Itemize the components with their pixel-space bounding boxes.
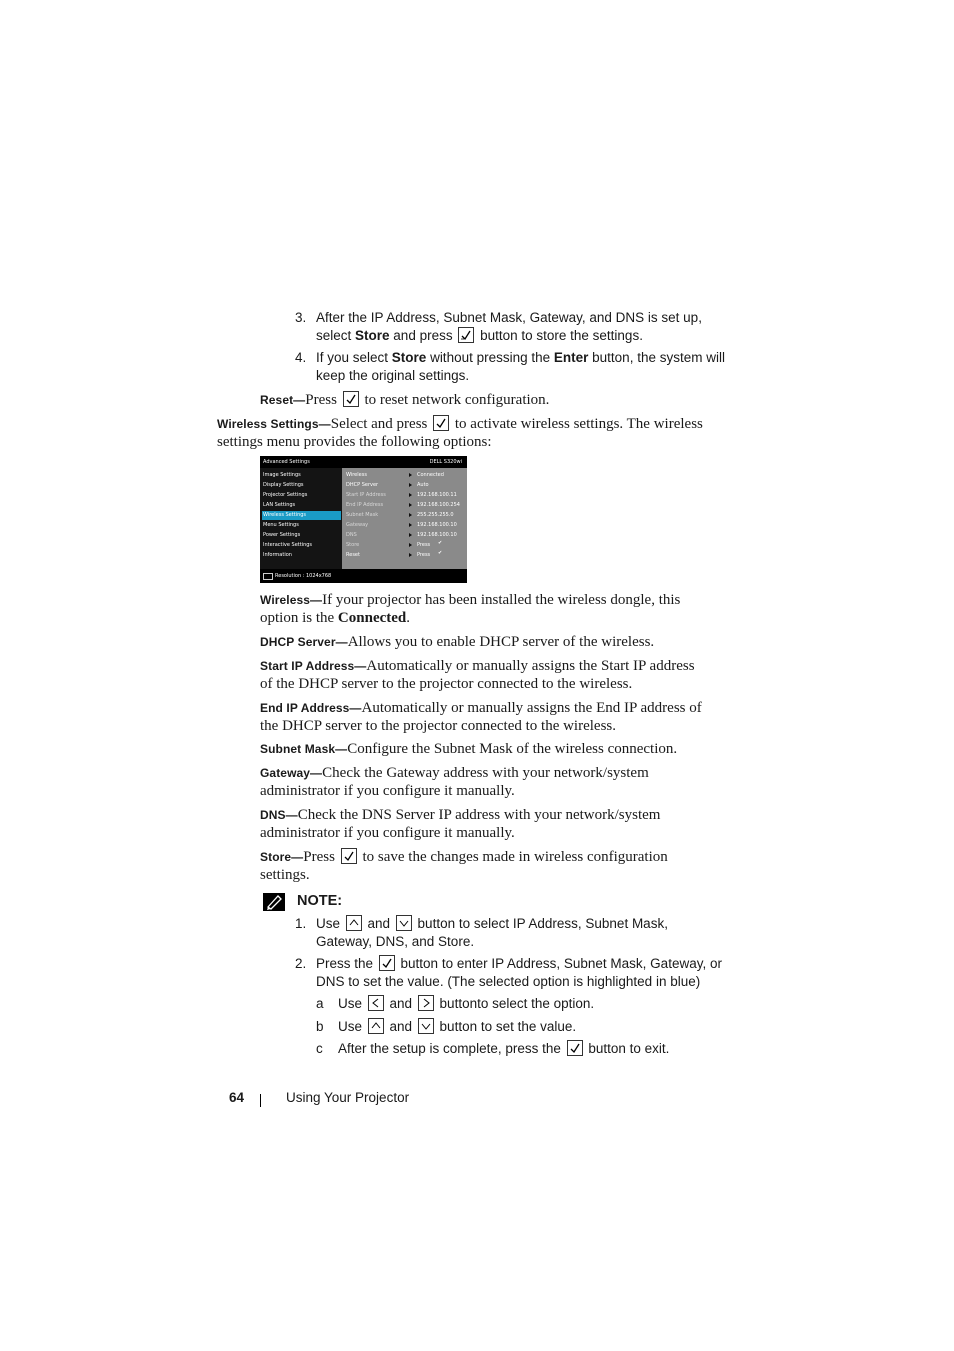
step-3-line2: select Store and press button to store the settings.: [316, 328, 643, 343]
chevron-right-icon: [409, 503, 412, 507]
def-subnet-mask: Subnet Mask—Configure the Subnet Mask of the wireless connection.: [260, 741, 678, 757]
def-wireless: Wireless—If your projector has been installed the wireless dongle, this: [260, 592, 681, 608]
def-store: Store—Press to save the changes made in wireless configuration: [260, 849, 668, 865]
wireless-settings-definition: Wireless Settings—Select and press to activate wireless settings. The wireless: [217, 416, 703, 432]
def-dns-line2: administrator if you configure it manually.: [260, 825, 515, 841]
note-title: NOTE:: [297, 893, 343, 909]
note-2-line1: Press the button to enter IP Address, Subnet Mask, Gateway, or: [316, 956, 722, 971]
osd-row-value: 192.168.100.254: [417, 502, 460, 508]
def-wireless-line2: option is the Connected.: [260, 610, 410, 626]
note-sub-a: Use and buttonto select the option.: [338, 996, 595, 1011]
enter-check-icon: [379, 955, 395, 971]
osd-row-label[interactable]: End IP Address: [346, 502, 384, 508]
note-1-line2: Gateway, DNS, and Store.: [316, 934, 475, 949]
def-dhcp-server: DHCP Server—Allows you to enable DHCP server of the wireless.: [260, 634, 655, 650]
osd-row-value: Auto: [417, 482, 429, 488]
osd-row-value: 192.168.100.11: [417, 492, 457, 498]
note-sub-a-letter: a: [316, 996, 324, 1011]
enter-check-icon: [433, 415, 449, 431]
osd-row-value: 192.168.100.10: [417, 522, 457, 528]
def-gateway: Gateway—Check the Gateway address with your network/system: [260, 765, 649, 781]
chevron-right-icon: [409, 533, 412, 537]
osd-row-value: Press: [417, 552, 431, 558]
osd-left-item[interactable]: Projector Settings: [263, 492, 308, 498]
osd-row-label[interactable]: DHCP Server: [346, 482, 379, 488]
def-start-ip: Start IP Address—Automatically or manually assigns the Start IP address: [260, 658, 695, 674]
osd-left-item[interactable]: Display Settings: [263, 482, 304, 488]
note-2-number: 2.: [295, 956, 307, 971]
osd-left-item[interactable]: Interactive Settings: [263, 542, 313, 548]
note-1-number: 1.: [295, 916, 307, 931]
osd-row-label[interactable]: Start IP Address: [346, 492, 386, 498]
step-4-line1: If you select Store without pressing the Enter button, the system will: [316, 350, 725, 365]
note-pencil-icon: [263, 893, 285, 911]
osd-row-label[interactable]: Wireless: [346, 472, 367, 478]
osd-left-item[interactable]: Menu Settings: [263, 522, 299, 528]
chevron-right-icon: [409, 553, 412, 557]
step-3-number: 3.: [295, 310, 307, 325]
down-arrow-icon: [396, 915, 412, 931]
def-end-ip: End IP Address—Automatically or manually assigns the End IP address of: [260, 700, 702, 716]
note-sub-c: After the setup is complete, press the button to exit.: [338, 1041, 670, 1056]
osd-menu-screenshot: [260, 456, 467, 583]
page-number: 64: [229, 1090, 245, 1105]
osd-row-value: 255.255.255.0: [417, 512, 454, 518]
osd-row-label[interactable]: Gateway: [346, 522, 369, 528]
chevron-right-icon: [409, 493, 412, 497]
up-arrow-icon: [368, 1018, 384, 1034]
osd-header-title: Advanced Settings: [263, 459, 310, 465]
step-3-line1: After the IP Address, Subnet Mask, Gateway, and DNS is set up,: [316, 310, 702, 325]
note-sub-b: Use and button to set the value.: [338, 1019, 577, 1034]
right-arrow-icon: [418, 995, 434, 1011]
osd-header: [260, 456, 467, 468]
note-2-line2: DNS to set the value. (The selected option is highlighted in blue): [316, 974, 701, 989]
reset-definition: Reset—Press to reset network configuration.: [260, 392, 550, 408]
osd-row-value: Connected: [417, 472, 444, 478]
up-arrow-icon: [346, 915, 362, 931]
osd-left-item[interactable]: Information: [263, 552, 292, 558]
osd-header-model: DELL S320wi: [429, 459, 462, 465]
check-icon: ✔: [438, 550, 443, 556]
def-start-ip-line2: of the DHCP server to the projector connected to the wireless.: [260, 676, 633, 692]
osd-row-label[interactable]: Reset: [346, 552, 360, 558]
wireless-settings-line2: settings menu provides the following options:: [217, 434, 492, 450]
osd-left-item[interactable]: Power Settings: [263, 532, 301, 538]
monitor-icon: [263, 573, 273, 580]
osd-left-item[interactable]: Image Settings: [263, 472, 301, 478]
def-end-ip-line2: the DHCP server to the projector connected to the wireless.: [260, 718, 617, 734]
chevron-right-icon: [409, 473, 412, 477]
osd-left-item[interactable]: LAN Settings: [263, 502, 296, 508]
note-sub-b-letter: b: [316, 1019, 324, 1034]
enter-check-icon: [341, 848, 357, 864]
footer-section-title: Using Your Projector: [286, 1090, 410, 1105]
def-dns: DNS—Check the DNS Server IP address with your network/system: [260, 807, 661, 823]
left-arrow-icon: [368, 995, 384, 1011]
osd-footer: [260, 569, 467, 583]
check-icon: ✔: [438, 540, 443, 546]
note-sub-c-letter: c: [316, 1041, 323, 1056]
def-store-line2: settings.: [260, 867, 310, 883]
osd-row-label[interactable]: Subnet Mask: [346, 512, 379, 518]
osd-row-value: 192.168.100.10: [417, 532, 457, 538]
osd-footer-resolution: Resolution : 1024x768: [275, 573, 332, 579]
osd-row-label[interactable]: DNS: [346, 532, 357, 538]
chevron-right-icon: [409, 483, 412, 487]
enter-check-icon: [458, 327, 474, 343]
note-1-line1: Use and button to select IP Address, Subnet Mask,: [316, 916, 668, 931]
chevron-right-icon: [409, 543, 412, 547]
osd-row-value: Press: [417, 542, 431, 548]
step-4-number: 4.: [295, 350, 307, 365]
down-arrow-icon: [418, 1018, 434, 1034]
step-4-line2: keep the original settings.: [316, 368, 470, 383]
chevron-right-icon: [409, 523, 412, 527]
osd-row-label[interactable]: Store: [346, 542, 360, 548]
chevron-right-icon: [409, 513, 412, 517]
enter-check-icon: [567, 1040, 583, 1056]
osd-left-item[interactable]: Wireless Settings: [262, 511, 341, 520]
def-gateway-line2: administrator if you configure it manually.: [260, 783, 515, 799]
enter-check-icon: [343, 391, 359, 407]
footer-divider: [260, 1094, 261, 1107]
